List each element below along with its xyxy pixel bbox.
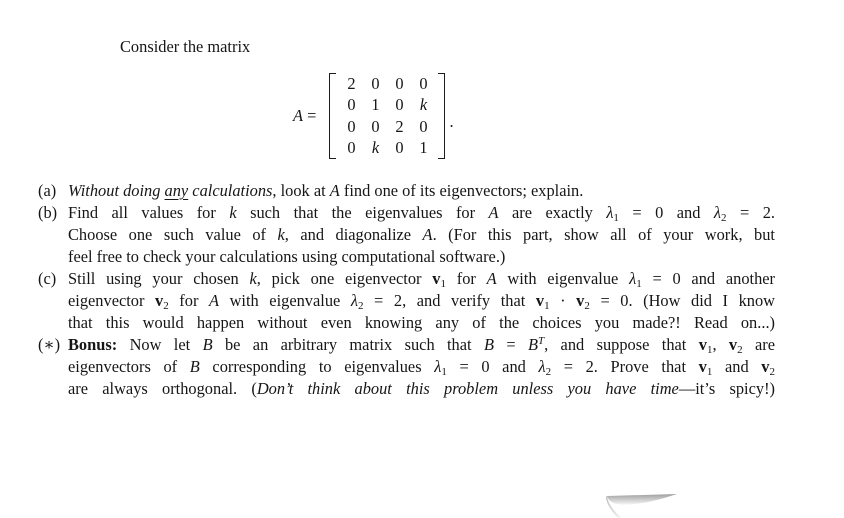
text-line <box>68 334 775 356</box>
matrix-cell: 0 <box>347 138 356 158</box>
matrix-cell: 0 <box>419 73 428 93</box>
text-run: = 0. (How did I know <box>589 291 776 310</box>
text-run: are always orthogonal. ( <box>68 379 257 398</box>
text-run: B <box>483 335 494 354</box>
text-run: A <box>293 106 304 125</box>
text-run: 2 <box>769 366 775 378</box>
text-line <box>68 290 775 312</box>
text-run: eigenvector <box>68 291 156 310</box>
text-run: with eigenvalue <box>219 291 351 310</box>
item-label: (a) <box>38 181 57 200</box>
problem-item <box>38 334 844 400</box>
text-run: v <box>432 269 441 288</box>
matrix-cell: 0 <box>395 138 404 158</box>
text-run: = 2. Prove that <box>551 357 699 376</box>
item-text <box>68 268 775 334</box>
text-run: , look at <box>272 181 330 200</box>
text-run: that this would happen without even knowing any of the choices you made?! Read on...) <box>68 313 775 332</box>
text-run: A <box>209 291 220 310</box>
item-label: (∗) <box>38 335 61 354</box>
text-run: 2 <box>357 300 364 312</box>
right-bracket <box>438 73 445 159</box>
text-run: v <box>155 291 164 310</box>
matrix-cell: 1 <box>419 138 428 158</box>
text-run: 1 <box>706 344 713 356</box>
matrix <box>329 73 445 159</box>
text-run: B <box>189 357 200 376</box>
text-run: , pick one eigenvector <box>256 269 433 288</box>
text-run: λ <box>538 357 546 376</box>
matrix-cell: 0 <box>347 95 356 115</box>
text-run: 1 <box>544 300 550 312</box>
text-run: with eigenvalue <box>496 269 630 288</box>
text-run: , <box>712 335 729 354</box>
text-run: Don’t think about this problem unless you have time <box>256 379 679 398</box>
text-run: be an arbitrary matrix such that <box>212 335 484 354</box>
text-run: = <box>303 106 321 125</box>
text-run: corresponding to eigenvalues <box>199 357 435 376</box>
text-run: Now let <box>117 335 203 354</box>
text-run: λ <box>713 203 722 222</box>
matrix-cell: k <box>371 138 380 158</box>
text-run: are <box>742 335 775 354</box>
text-run: k <box>229 203 237 222</box>
text-run: 1 <box>613 212 619 224</box>
text-run: A <box>329 181 340 200</box>
text-line <box>68 268 775 290</box>
equation-lhs <box>293 106 320 126</box>
text-run: λ <box>350 291 358 310</box>
matrix-equation <box>293 71 844 161</box>
text-run: . (For this part, show all of your work, but <box>432 225 775 244</box>
matrix-cell: 0 <box>371 73 380 93</box>
text-run: v <box>761 357 770 376</box>
text-line <box>68 378 775 400</box>
text-run: find one of its eigenvectors; explain. <box>339 181 584 200</box>
text-run: eigenvectors of <box>68 357 190 376</box>
text-run: 2 <box>545 366 552 378</box>
text-run: 2 <box>584 300 590 312</box>
matrix-cell: 0 <box>395 95 404 115</box>
text-run: λ <box>606 203 614 222</box>
text-run: any <box>164 181 189 200</box>
text-run: k <box>249 269 257 288</box>
text-run: , and diagonalize <box>284 225 423 244</box>
text-run: Without doing <box>68 181 165 200</box>
text-run: 2 <box>737 344 743 356</box>
text-run: , and suppose that <box>544 335 699 354</box>
intro-text: Consider the matrix <box>120 37 251 56</box>
text-run: v <box>728 335 738 354</box>
text-run: 1 <box>441 366 447 378</box>
item-text <box>68 202 775 268</box>
text-run: T <box>537 335 545 347</box>
text-run: for <box>445 269 487 288</box>
text-run: λ <box>629 269 637 288</box>
matrix-cell: k <box>419 95 428 115</box>
text-run: 2 <box>163 300 169 312</box>
text-run: = 0 and another <box>641 269 776 288</box>
text-run: 2 <box>721 212 727 224</box>
text-run: = <box>493 335 528 354</box>
item-text <box>68 334 775 400</box>
text-run: = 2. <box>726 203 776 222</box>
matrix-cell: 2 <box>395 116 404 136</box>
text-run: λ <box>434 357 442 376</box>
text-run: Find all values for <box>68 203 230 222</box>
page-curl-shadow <box>604 492 682 518</box>
left-bracket <box>329 73 336 159</box>
matrix-cell: 0 <box>419 116 428 136</box>
item-label: (b) <box>38 203 58 222</box>
text-run: = 2, and verify that <box>363 291 536 310</box>
matrix-cell: 0 <box>371 116 380 136</box>
matrix-cell: 0 <box>347 116 356 136</box>
text-run: = 0 and <box>446 357 539 376</box>
text-run: v <box>698 357 707 376</box>
text-run: Bonus: <box>68 335 118 354</box>
text-run: B <box>202 335 213 354</box>
text-run: are exactly <box>498 203 607 222</box>
text-run: —it’s spicy!) <box>678 379 775 398</box>
item-label: (c) <box>38 269 57 288</box>
text-line <box>68 246 775 268</box>
text-run: k <box>277 225 285 244</box>
text-run: A <box>422 225 433 244</box>
text-line <box>68 202 775 224</box>
text-run: B <box>527 335 538 354</box>
text-run: feel free to check your calculations using computational software.) <box>68 247 506 266</box>
item-text <box>68 180 775 202</box>
text-run: 1 <box>706 366 713 378</box>
text-run: v <box>698 335 707 354</box>
matrix-cell: 1 <box>371 95 380 115</box>
matrix-cells <box>336 73 438 159</box>
text-run: · <box>549 291 577 310</box>
text-line <box>68 356 775 378</box>
matrix-cell: 0 <box>395 73 404 93</box>
problem-item <box>38 180 844 202</box>
text-line <box>68 312 775 334</box>
text-run: such that the eigenvalues for <box>236 203 489 222</box>
text-run: 1 <box>636 278 642 290</box>
text-run: v <box>535 291 545 310</box>
text-run: 1 <box>440 278 446 290</box>
text-run: Choose one such value of <box>68 225 278 244</box>
text-run: v <box>576 291 585 310</box>
problem-list <box>38 180 844 400</box>
text-run: for <box>168 291 209 310</box>
text-line <box>68 224 775 246</box>
text-line <box>68 180 775 202</box>
matrix-cell: 2 <box>347 73 356 93</box>
problem-item <box>38 202 844 268</box>
text-run: = 0 and <box>618 203 714 222</box>
problem-item <box>38 268 844 334</box>
text-run: A <box>486 269 497 288</box>
equation-period: . <box>449 112 454 131</box>
text-run: calculations <box>188 181 273 200</box>
text-run: and <box>712 357 762 376</box>
text-run: A <box>488 203 499 222</box>
text-run: Still using your chosen <box>68 269 250 288</box>
